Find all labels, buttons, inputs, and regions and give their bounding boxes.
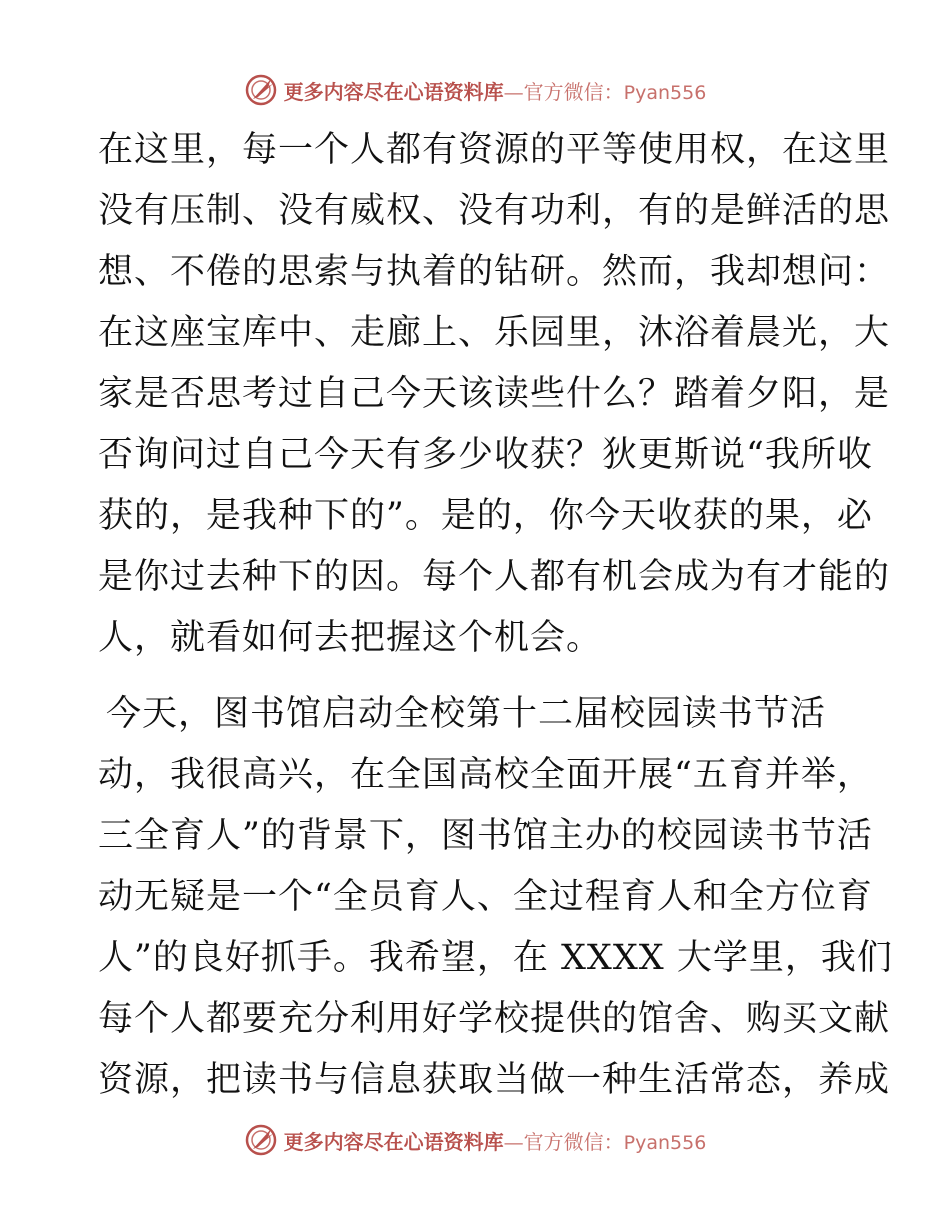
- text-line: 家是否思考过自己今天该读些什么？踏着夕阳，是: [98, 374, 891, 414]
- text-line: 在这里，每一个人都有资源的平等使用权，在这里: [98, 130, 891, 170]
- header-watermark: [0, 70, 950, 110]
- watermark-wechat-id: Pyan556: [623, 1131, 707, 1154]
- footer-watermark: [0, 1120, 950, 1160]
- watermark-official-label: 官方微信：: [523, 1129, 624, 1154]
- text-line: 是你过去种下的因。每个人都有机会成为有才能的: [98, 557, 891, 597]
- watermark-wechat-id: Pyan556: [623, 81, 707, 104]
- text-line: 否询问过自己今天有多少收获？狄更斯说“我所收: [98, 435, 873, 475]
- watermark-official-label: 官方微信：: [523, 79, 624, 104]
- text-line: 想、不倦的思索与执着的钻研。然而，我却想问：: [98, 252, 891, 292]
- paragraph-spacer: [98, 669, 858, 684]
- text-line: 人，就看如何去把握这个机会。: [98, 618, 603, 658]
- text-line: 没有压制、没有威权、没有功利，有的是鲜活的思: [98, 191, 891, 231]
- text-line: 动无疑是一个“全员育人、全过程育人和全方位育: [98, 877, 873, 917]
- paragraph-2: [98, 684, 893, 1111]
- document-body: [98, 120, 893, 1111]
- watermark-brand: 更多内容尽在心语资料库: [283, 1129, 504, 1154]
- watermark-separator: —: [503, 1129, 524, 1154]
- text-line: 动，我很高兴，在全国高校全面开展“五育并举，: [98, 755, 873, 795]
- text-line: 人”的良好抓手。我希望，在 XXXX 大学里，我们: [98, 938, 893, 978]
- watermark-brand: 更多内容尽在心语资料库: [283, 79, 504, 104]
- watermark-separator: —: [503, 79, 524, 104]
- watermark-text: [284, 76, 707, 105]
- quill-logo-icon: [244, 1123, 278, 1157]
- text-line: 今天，图书馆启动全校第十二届校园读书节活: [106, 694, 827, 734]
- text-line: 资源，把读书与信息获取当做一种生活常态，养成: [98, 1060, 891, 1100]
- text-line: 在这座宝库中、走廊上、乐园里，沐浴着晨光，大: [98, 313, 891, 353]
- text-line: 每个人都要充分利用好学校提供的馆舍、购买文献: [98, 999, 891, 1039]
- text-line: 获的，是我种下的”。是的，你今天收获的果，必: [98, 496, 873, 536]
- paragraph-1: [98, 120, 891, 669]
- watermark-text: [284, 1126, 707, 1155]
- text-line: 三全育人”的背景下，图书馆主办的校园读书节活: [98, 816, 873, 856]
- quill-logo-icon: [244, 73, 278, 107]
